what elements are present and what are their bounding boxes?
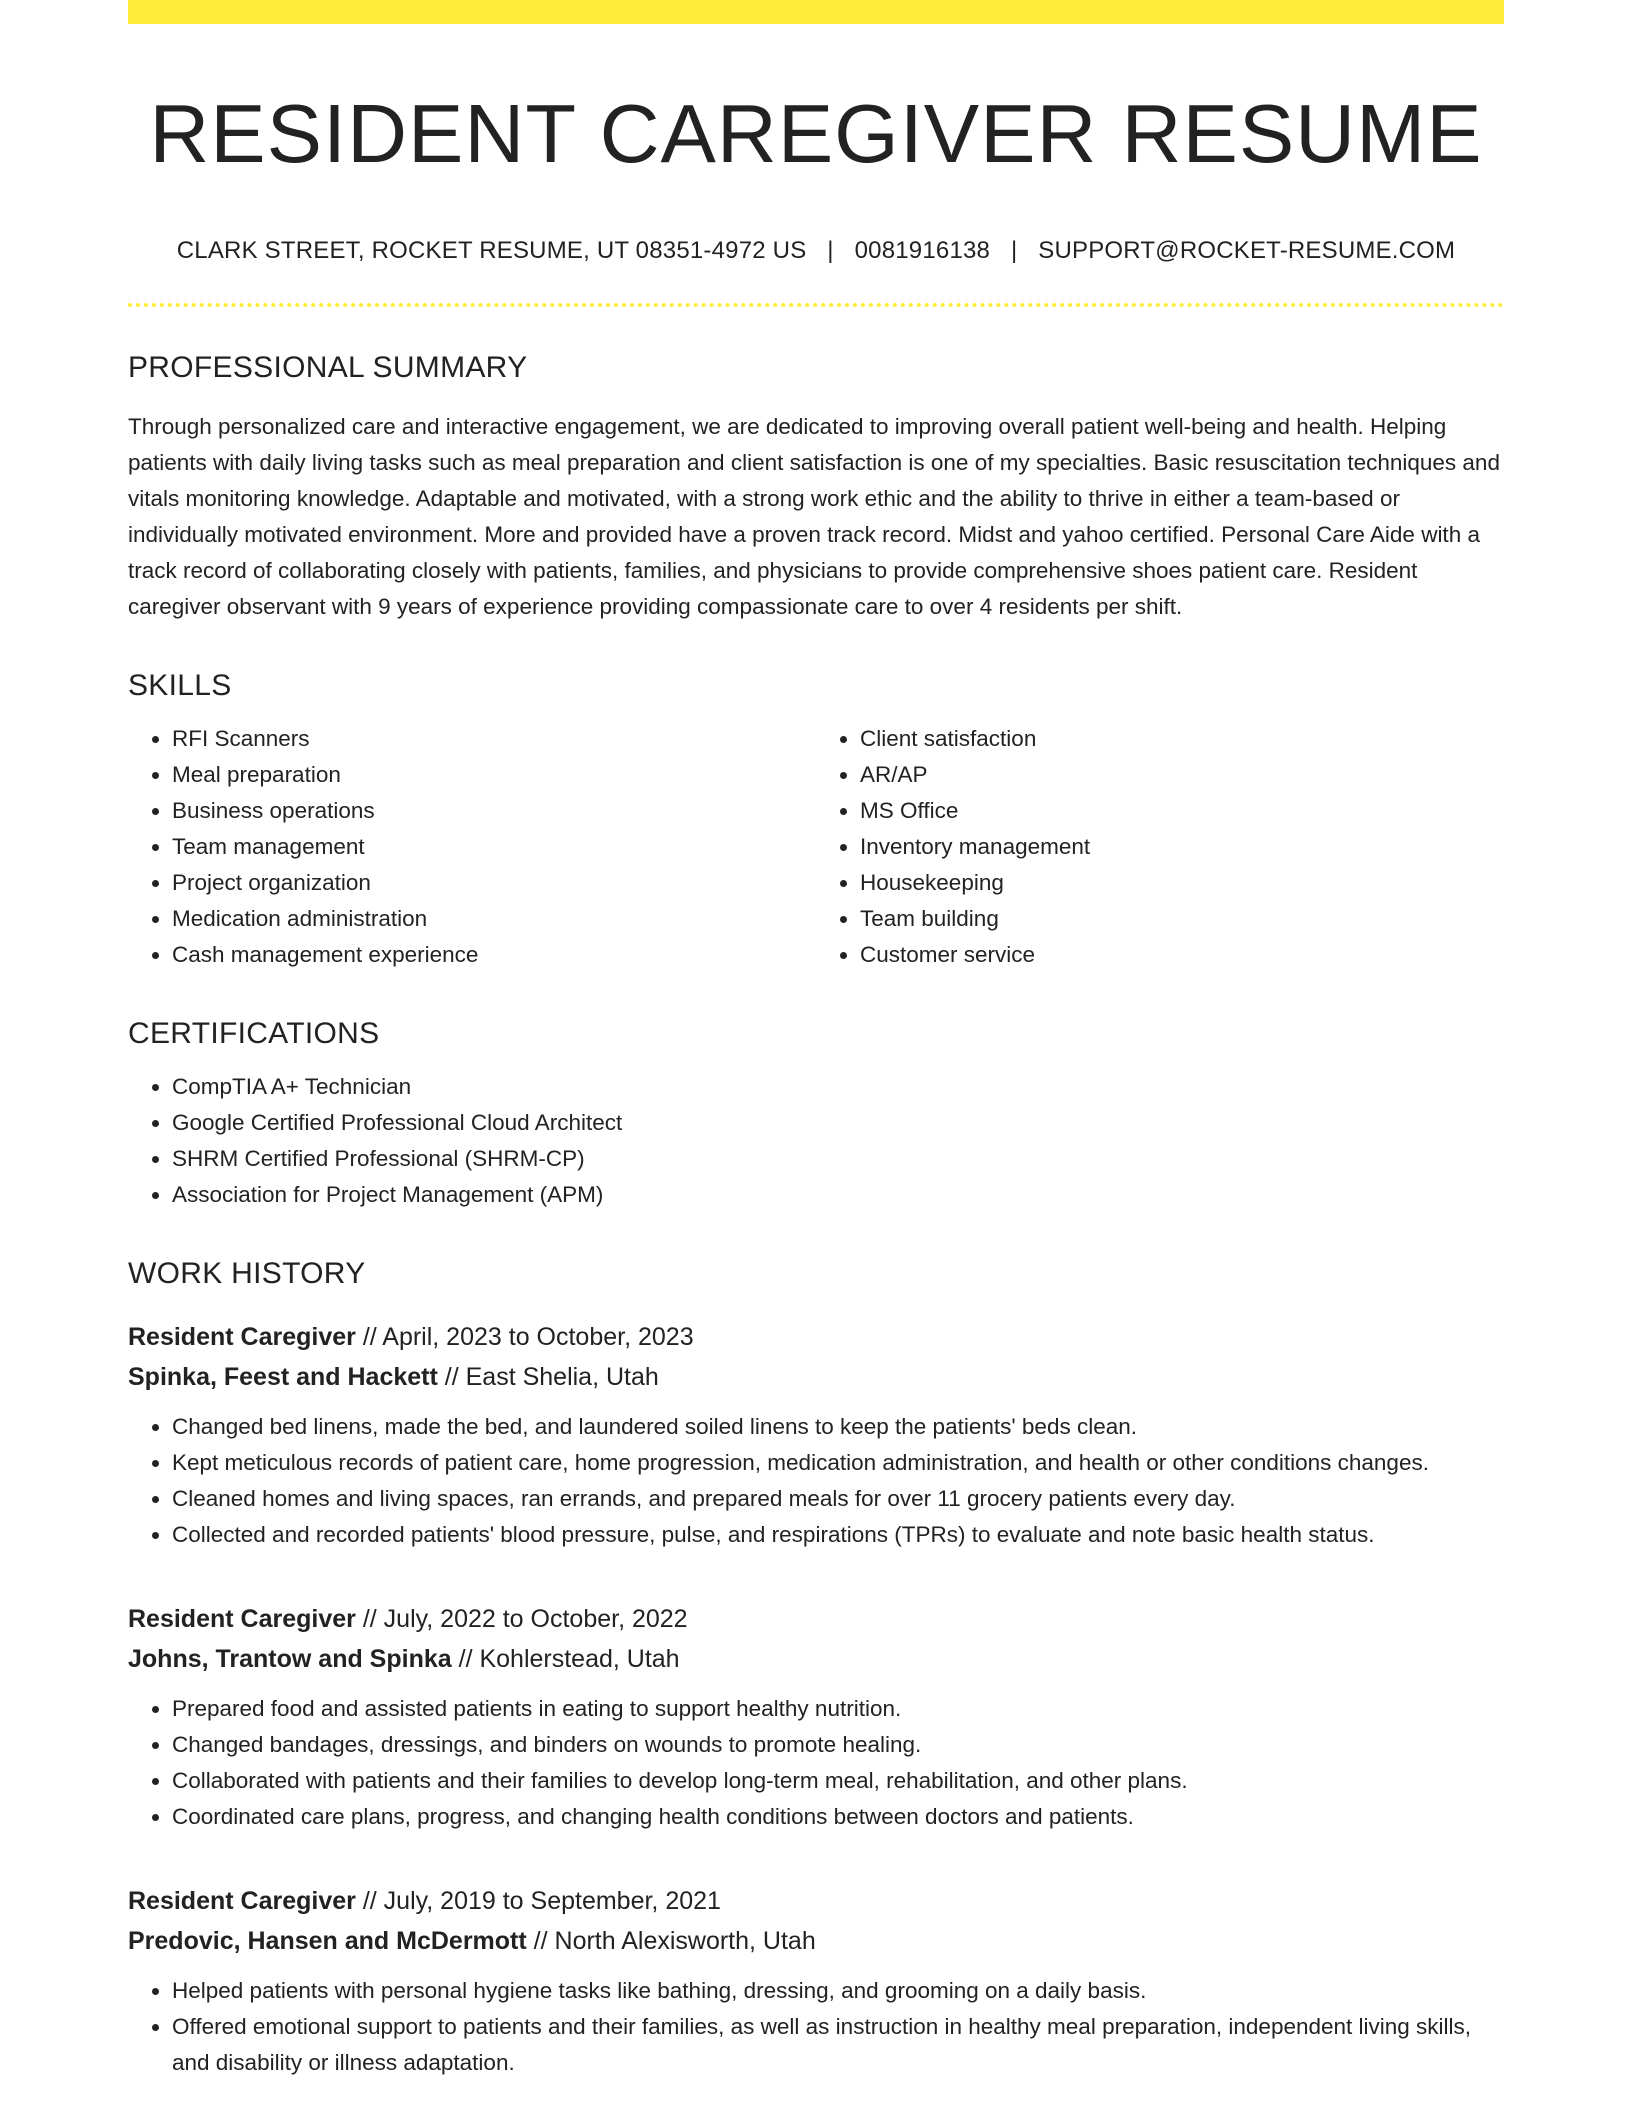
dotted-divider (128, 303, 1504, 307)
skills-list-right (816, 721, 1504, 973)
contact-email: SUPPORT@ROCKET-RESUME.COM (1038, 237, 1456, 265)
job-separator: // (355, 1323, 383, 1352)
job-separator: // (451, 1645, 480, 1674)
job-entry (128, 1317, 1504, 1553)
skill-item: • AR/AP (860, 757, 1504, 793)
skill-item: • Meal preparation (172, 757, 816, 793)
certification-item: • Google Certified Professional Cloud Architect (172, 1105, 1504, 1141)
job-company-line (128, 1357, 1504, 1397)
job-bullet: • Offered emotional support to patients and their families, as well as instruction in healthy meal preparation, independent living skills, and disability or illness adaptation. (172, 2009, 1504, 2081)
job-bullet: • Coordinated care plans, progress, and changing health conditions between doctors and patients. (172, 1799, 1504, 1835)
job-company: Spinka, Feest and Hackett (128, 1363, 438, 1392)
job-bullet: • Cleaned homes and living spaces, ran errands, and prepared meals for over 11 grocery patients every day. (172, 1481, 1504, 1517)
job-title-line (128, 1599, 1504, 1639)
certification-item: • SHRM Certified Professional (SHRM-CP) (172, 1141, 1504, 1177)
skill-item: • Inventory management (860, 829, 1504, 865)
job-bullets (128, 1409, 1504, 1553)
skill-item: • Team management (172, 829, 816, 865)
job-company: Predovic, Hansen and McDermott (128, 1927, 527, 1956)
certifications-list (128, 1069, 1504, 1213)
job-title: Resident Caregiver (128, 1605, 356, 1634)
summary-text: Through personalized care and interactive engagement, we are dedicated to improving overall patient well-being and health. Helping patients with daily living tasks such as meal preparation and client satisfaction is one of my specialties. Basic resuscitation techniques and vitals monitoring knowledge. Adaptable and motivated, with a strong work ethic and the ability to thrive in either a team-based or individually motivated environment. More and provided have a proven track record. Midst and yahoo certified. Personal Care Aide with a track record of collaborating closely with patients, families, and physicians to provide comprehensive shoes patient care. Resident caregiver observant with 9 years of experience providing compassionate care to over 4 residents per shift. (128, 414, 1500, 620)
contact-phone: 0081916138 (854, 237, 991, 265)
job-location: Kohlerstead, Utah (479, 1645, 680, 1674)
job-location: North Alexisworth, Utah (554, 1927, 816, 1956)
job-title: Resident Caregiver (128, 1323, 356, 1352)
skill-item: • Housekeeping (860, 865, 1504, 901)
job-company: Johns, Trantow and Spinka (128, 1645, 452, 1674)
section-heading-skills: SKILLS (128, 669, 232, 703)
top-accent-bar (128, 0, 1504, 24)
job-bullet: • Collaborated with patients and their families to develop long-term meal, rehabilitation, and other plans. (172, 1763, 1504, 1799)
section-heading-certifications: CERTIFICATIONS (128, 1017, 380, 1051)
skill-item: • RFI Scanners (172, 721, 816, 757)
skill-item: • MS Office (860, 793, 1504, 829)
skills-list-left (128, 721, 816, 973)
job-separator: // (355, 1605, 384, 1634)
certification-item: • CompTIA A+ Technician (172, 1069, 1504, 1105)
skill-item: • Business operations (172, 793, 816, 829)
skills-grid (128, 721, 1504, 973)
skill-item: • Client satisfaction (860, 721, 1504, 757)
certification-item: • Association for Project Management (APM) (172, 1177, 1504, 1213)
job-bullet: • Prepared food and assisted patients in eating to support healthy nutrition. (172, 1691, 1504, 1727)
job-bullets (128, 1973, 1504, 2081)
job-dates: July, 2022 to October, 2022 (383, 1605, 688, 1634)
job-title: Resident Caregiver (128, 1887, 356, 1916)
job-separator: // (355, 1887, 384, 1916)
contact-line (128, 237, 1504, 265)
job-company-line (128, 1639, 1504, 1679)
contact-separator: | (1010, 237, 1018, 265)
job-separator: // (526, 1927, 555, 1956)
skill-item: • Customer service (860, 937, 1504, 973)
job-bullet: • Helped patients with personal hygiene tasks like bathing, dressing, and grooming on a daily basis. (172, 1973, 1504, 2009)
contact-separator: | (827, 237, 834, 265)
job-title-line (128, 1317, 1504, 1357)
job-bullet: • Changed bed linens, made the bed, and laundered soiled linens to keep the patients' beds clean. (172, 1409, 1504, 1445)
resume-title: RESIDENT CAREGIVER RESUME (149, 87, 1483, 180)
job-location: East Shelia, Utah (465, 1363, 659, 1392)
job-entry (128, 1599, 1504, 1835)
section-heading-summary: PROFESSIONAL SUMMARY (128, 351, 528, 385)
job-bullet: • Kept meticulous records of patient care, home progression, medication administration, and health or other conditions changes. (172, 1445, 1504, 1481)
resume-page (128, 0, 1504, 2081)
job-company-line (128, 1921, 1504, 1961)
skill-item: • Cash management experience (172, 937, 816, 973)
job-bullet: • Collected and recorded patients' blood pressure, pulse, and respirations (TPRs) to evaluate and note basic health status. (172, 1517, 1504, 1553)
section-heading-work-history: WORK HISTORY (128, 1257, 366, 1291)
job-separator: // (437, 1363, 466, 1392)
skill-item: • Medication administration (172, 901, 816, 937)
contact-address: CLARK STREET, ROCKET RESUME, UT 08351-4972 US (176, 237, 807, 265)
skill-item: • Project organization (172, 865, 816, 901)
job-title-line (128, 1881, 1504, 1921)
job-dates: April, 2023 to October, 2023 (382, 1323, 694, 1352)
job-bullet: • Changed bandages, dressings, and binders on wounds to promote healing. (172, 1727, 1504, 1763)
job-entry (128, 1881, 1504, 2081)
skill-item: • Team building (860, 901, 1504, 937)
job-bullets (128, 1691, 1504, 1835)
job-dates: July, 2019 to September, 2021 (383, 1887, 721, 1916)
